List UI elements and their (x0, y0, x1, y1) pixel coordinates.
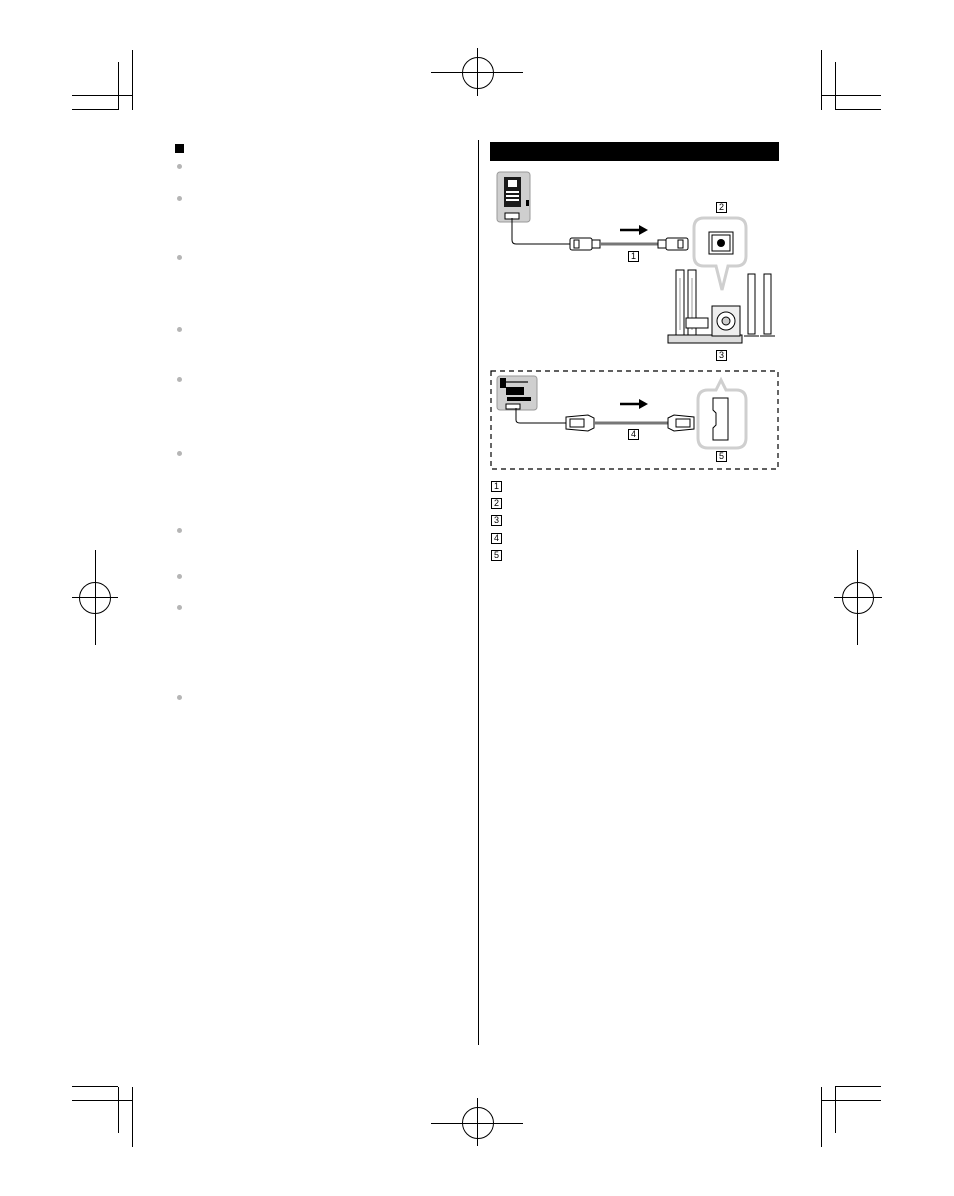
legend-number: 4 (491, 533, 502, 544)
legend-number: 3 (491, 515, 502, 526)
callout-3: 3 (716, 350, 727, 361)
hdmi-cable (516, 408, 694, 431)
arrow-right-icon (620, 399, 648, 409)
hdmi-input-callout (698, 380, 746, 448)
optical-cable (512, 218, 688, 250)
legend-number: 1 (491, 481, 502, 492)
callout-2: 2 (716, 202, 727, 213)
tv-optical-panel (497, 172, 530, 222)
callout-4: 4 (628, 429, 639, 440)
arrow-right-icon (620, 225, 648, 235)
callout-1: 1 (628, 251, 639, 262)
callout-5: 5 (716, 451, 727, 462)
legend-number: 5 (491, 550, 502, 561)
legend-number: 2 (491, 498, 502, 509)
tv-hdmi-panel (497, 376, 537, 410)
optical-input-callout (694, 218, 746, 290)
